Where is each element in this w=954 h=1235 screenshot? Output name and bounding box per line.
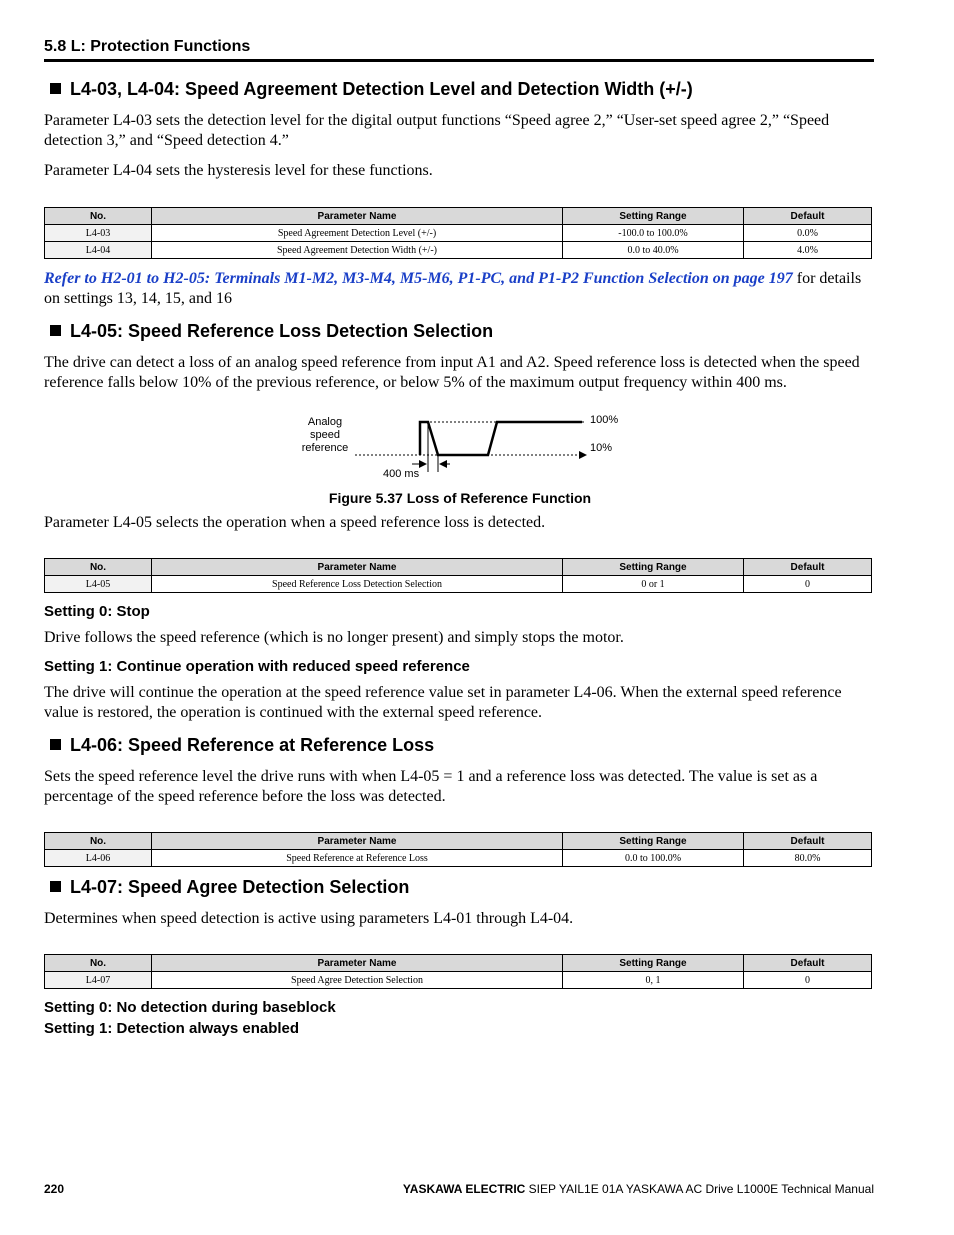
table-cell: -100.0 to 100.0% <box>563 225 744 242</box>
table-row <box>45 972 872 989</box>
label-100-percent: 100% <box>590 414 619 426</box>
table-cell: Speed Agree Detection Selection <box>152 972 563 989</box>
column-header: Parameter Name <box>152 955 563 972</box>
figure-label-line: speed <box>310 429 340 441</box>
paragraph: The drive will continue the operation at the speed reference value set in parameter L4-06. When the external speed reference value is restored, the operation is continued with the external speed reference. <box>44 684 842 721</box>
section-heading-l4-07 <box>50 877 409 898</box>
column-header: Default <box>744 208 872 225</box>
table-cell: L4-04 <box>45 242 152 259</box>
table-row <box>45 242 872 259</box>
table-cell: Speed Reference at Reference Loss <box>152 850 563 867</box>
table-cell: L4-05 <box>45 576 152 593</box>
square-bullet-icon <box>50 83 61 94</box>
table-cell: 0 <box>744 972 872 989</box>
setting-heading: Setting 1: Detection always enabled <box>44 1020 300 1037</box>
section-title: L4-06: Speed Reference at Reference Loss <box>70 735 435 755</box>
section-title: L4-07: Speed Agree Detection Selection <box>70 877 410 897</box>
table-cell: 0 or 1 <box>563 576 744 593</box>
column-header: Default <box>744 955 872 972</box>
setting-heading: Setting 1: Continue operation with reduced speed reference <box>44 658 470 675</box>
footer-doc-title: SIEP YAIL1E 01A YASKAWA AC Drive L1000E Technical Manual <box>525 1182 874 1196</box>
paragraph: Parameter L4-03 sets the detection level for the digital output functions “Speed agree 2,” “User-set speed agree 2,” “Speed detection 3,” and “Speed detection 4.” <box>44 112 830 149</box>
table-cell: Speed Agreement Detection Level (+/-) <box>152 225 563 242</box>
column-header: Default <box>744 559 872 576</box>
figure-label-line: Analog <box>307 416 343 428</box>
setting-heading: Setting 0: No detection during baseblock <box>44 999 336 1016</box>
footer-document <box>403 1182 874 1196</box>
parameter-table-l4-05 <box>44 558 872 593</box>
column-header: No. <box>45 208 152 225</box>
paragraph: The drive can detect a loss of an analog speed reference from input A1 and A2. Speed reference loss is detected when the speed reference falls below 10% of the previous reference, or below 5% of the maximum output frequency within 400 ms. <box>44 354 860 391</box>
table-cell: 0, 1 <box>563 972 744 989</box>
setting-heading: Setting 0: Stop <box>44 603 150 620</box>
column-header: No. <box>45 559 152 576</box>
table-cell: L4-06 <box>45 850 152 867</box>
table-row <box>45 225 872 242</box>
table-cell: L4-07 <box>45 972 152 989</box>
running-header: 5.8 L: Protection Functions <box>44 38 874 62</box>
table-cell: 4.0% <box>744 242 872 259</box>
column-header: Setting Range <box>563 559 744 576</box>
section-heading-l4-03 <box>50 79 693 100</box>
section-heading-l4-05 <box>50 321 493 342</box>
table-cell: 0 <box>744 576 872 593</box>
square-bullet-icon <box>50 325 61 336</box>
parameter-table-l4-07 <box>44 954 872 989</box>
table-cell: Speed Agreement Detection Width (+/-) <box>152 242 563 259</box>
parameter-table-l4-03 <box>44 207 872 259</box>
reference-waveform <box>420 422 582 455</box>
footer-brand: YASKAWA ELECTRIC <box>402 1182 526 1196</box>
column-header: No. <box>45 833 152 850</box>
label-400-ms: 400 ms <box>383 468 420 480</box>
column-header: Default <box>744 833 872 850</box>
table-cell: 80.0% <box>744 850 872 867</box>
column-header: Parameter Name <box>152 559 563 576</box>
square-bullet-icon <box>50 881 61 892</box>
table-cell: Speed Reference Loss Detection Selection <box>152 576 563 593</box>
section-title: L4-03, L4-04: Speed Agreement Detection Level and Detection Width (+/-) <box>70 79 693 99</box>
section-title: L4-05: Speed Reference Loss Detection Selection <box>70 321 494 341</box>
paragraph: Parameter L4-05 selects the operation when a speed reference loss is detected. <box>44 514 546 531</box>
table-cell: 0.0% <box>744 225 872 242</box>
square-bullet-icon <box>50 739 61 750</box>
figure-caption: Figure 5.37 Loss of Reference Function <box>328 490 592 506</box>
table-row <box>45 850 872 867</box>
column-header: Setting Range <box>563 208 744 225</box>
column-header: Setting Range <box>563 833 744 850</box>
label-10-percent: 10% <box>590 442 613 454</box>
figure-label-line: reference <box>301 442 349 454</box>
paragraph: Sets the speed reference level the drive runs with when L4-05 = 1 and a reference loss was detected. The value is set as a percentage of the speed reference before the loss was detected. <box>44 768 818 805</box>
column-header: Parameter Name <box>152 833 563 850</box>
paragraph: Parameter L4-04 sets the hysteresis level for these functions. <box>44 162 433 179</box>
column-header: Parameter Name <box>152 208 563 225</box>
table-cell: 0.0 to 100.0% <box>563 850 744 867</box>
reference-text: for details on settings 13, 14, 15, and 16 <box>44 270 862 307</box>
table-cell: L4-03 <box>45 225 152 242</box>
column-header: Setting Range <box>563 955 744 972</box>
parameter-table-l4-06 <box>44 832 872 867</box>
table-row <box>45 576 872 593</box>
paragraph: Determines when speed detection is active using parameters L4-01 through L4-04. <box>44 910 574 927</box>
paragraph: Drive follows the speed reference (which is no longer present) and simply stops the motor. <box>44 629 624 646</box>
column-header: No. <box>45 955 152 972</box>
page-number: 220 <box>44 1182 65 1196</box>
section-heading-l4-06 <box>50 735 434 756</box>
cross-reference-link[interactable]: Refer to H2-01 to H2-05: Terminals M1-M2, M3-M4, M5-M6, P1-PC, and P1-P2 Function Selection on page 197 <box>44 270 793 287</box>
reference-paragraph <box>44 269 876 309</box>
table-cell: 0.0 to 40.0% <box>563 242 744 259</box>
